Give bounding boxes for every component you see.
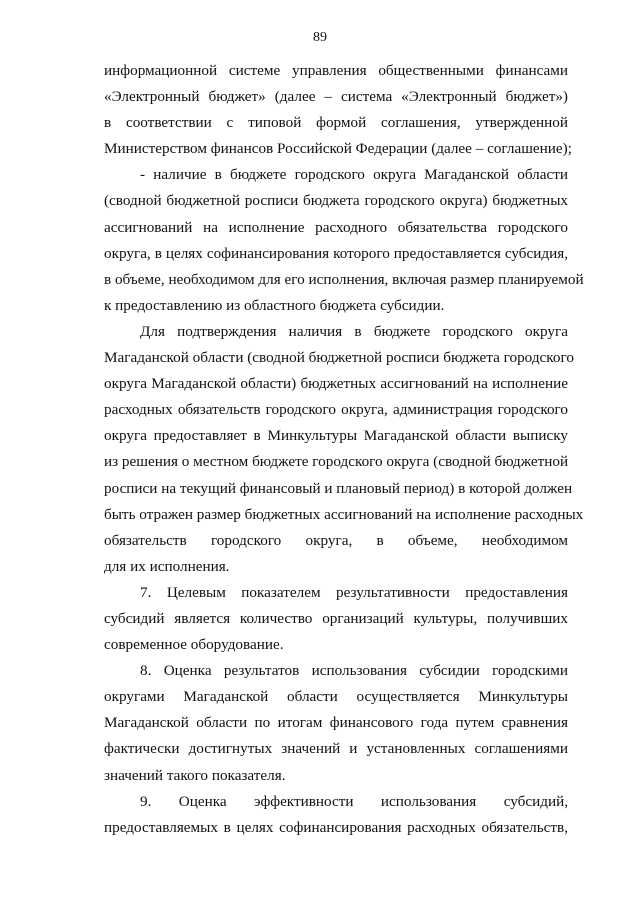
- text-line: фактически достигнутых значений и установленных соглашениями: [104, 740, 568, 758]
- text-line: в соответствии с типовой формой соглашения, утвержденной: [104, 114, 568, 132]
- text-line: ассигнований на исполнение расходного обязательства городского: [104, 218, 568, 236]
- paragraph-continuation: [104, 58, 572, 162]
- text-line: обязательств городского округа, в объеме, необходимом: [104, 531, 568, 549]
- text-line: Магаданской области по итогам финансового года путем сравнения: [104, 714, 568, 732]
- text-line: 7. Целевым показателем результативности предоставления: [140, 583, 568, 601]
- text-line: - наличие в бюджете городского округа Магаданской области: [140, 166, 568, 184]
- text-line: округа, в целях софинансирования которого предоставляется субсидия,: [104, 244, 568, 262]
- text-line: предоставляемых в целях софинансирования расходных обязательств,: [104, 818, 568, 836]
- text-line: информационной системе управления общественными финансами: [104, 62, 568, 79]
- text-line: расходных обязательств городского округа, администрация городского: [104, 401, 568, 419]
- text-line: в объеме, необходимом для его исполнения, включая размер планируемой: [104, 270, 584, 288]
- text-line: округа Магаданской области) бюджетных ассигнований на исполнение: [104, 375, 568, 393]
- paragraph-item-9: [104, 789, 568, 841]
- paragraph-item-8: [104, 658, 568, 788]
- paragraph-item-7: [104, 580, 568, 658]
- text-line: 8. Оценка результатов использования субсидии городскими: [140, 662, 568, 680]
- text-line: субсидий является количество организаций культуры, получивших: [104, 609, 568, 627]
- text-line: из решения о местном бюджете городского округа (сводной бюджетной: [104, 453, 569, 471]
- paragraph-confirmation: [104, 319, 584, 580]
- text-line: 9. Оценка эффективности использования субсидий,: [140, 792, 568, 810]
- text-line: современное оборудование.: [104, 636, 284, 654]
- text-line: Министерством финансов Российской Федерации (далее – соглашение);: [104, 140, 572, 158]
- text-line: быть отражен размер бюджетных ассигнований на исполнение расходных: [104, 505, 584, 523]
- text-line: Для подтверждения наличия в бюджете городского округа: [140, 322, 568, 340]
- page-number: 89: [313, 30, 327, 45]
- text-line: (сводной бюджетной росписи бюджета городского округа) бюджетных: [104, 192, 568, 210]
- text-line: для их исполнения.: [104, 557, 230, 575]
- text-line: росписи на текущий финансовый и плановый период) в которой должен: [104, 479, 573, 497]
- paragraph-budget-availability: [104, 162, 584, 319]
- text-line: к предоставлению из областного бюджета субсидии.: [104, 296, 445, 314]
- text-line: округами Магаданской области осуществляется Минкультуры: [104, 688, 568, 706]
- text-line: Магаданской области (сводной бюджетной росписи бюджета городского: [104, 349, 574, 367]
- text-line: значений такого показателя.: [104, 766, 286, 784]
- text-line: «Электронный бюджет» (далее – система «Электронный бюджет»): [104, 88, 568, 106]
- document-body: [104, 58, 584, 841]
- text-line: округа предоставляет в Минкультуры Магаданской области выписку: [104, 427, 568, 445]
